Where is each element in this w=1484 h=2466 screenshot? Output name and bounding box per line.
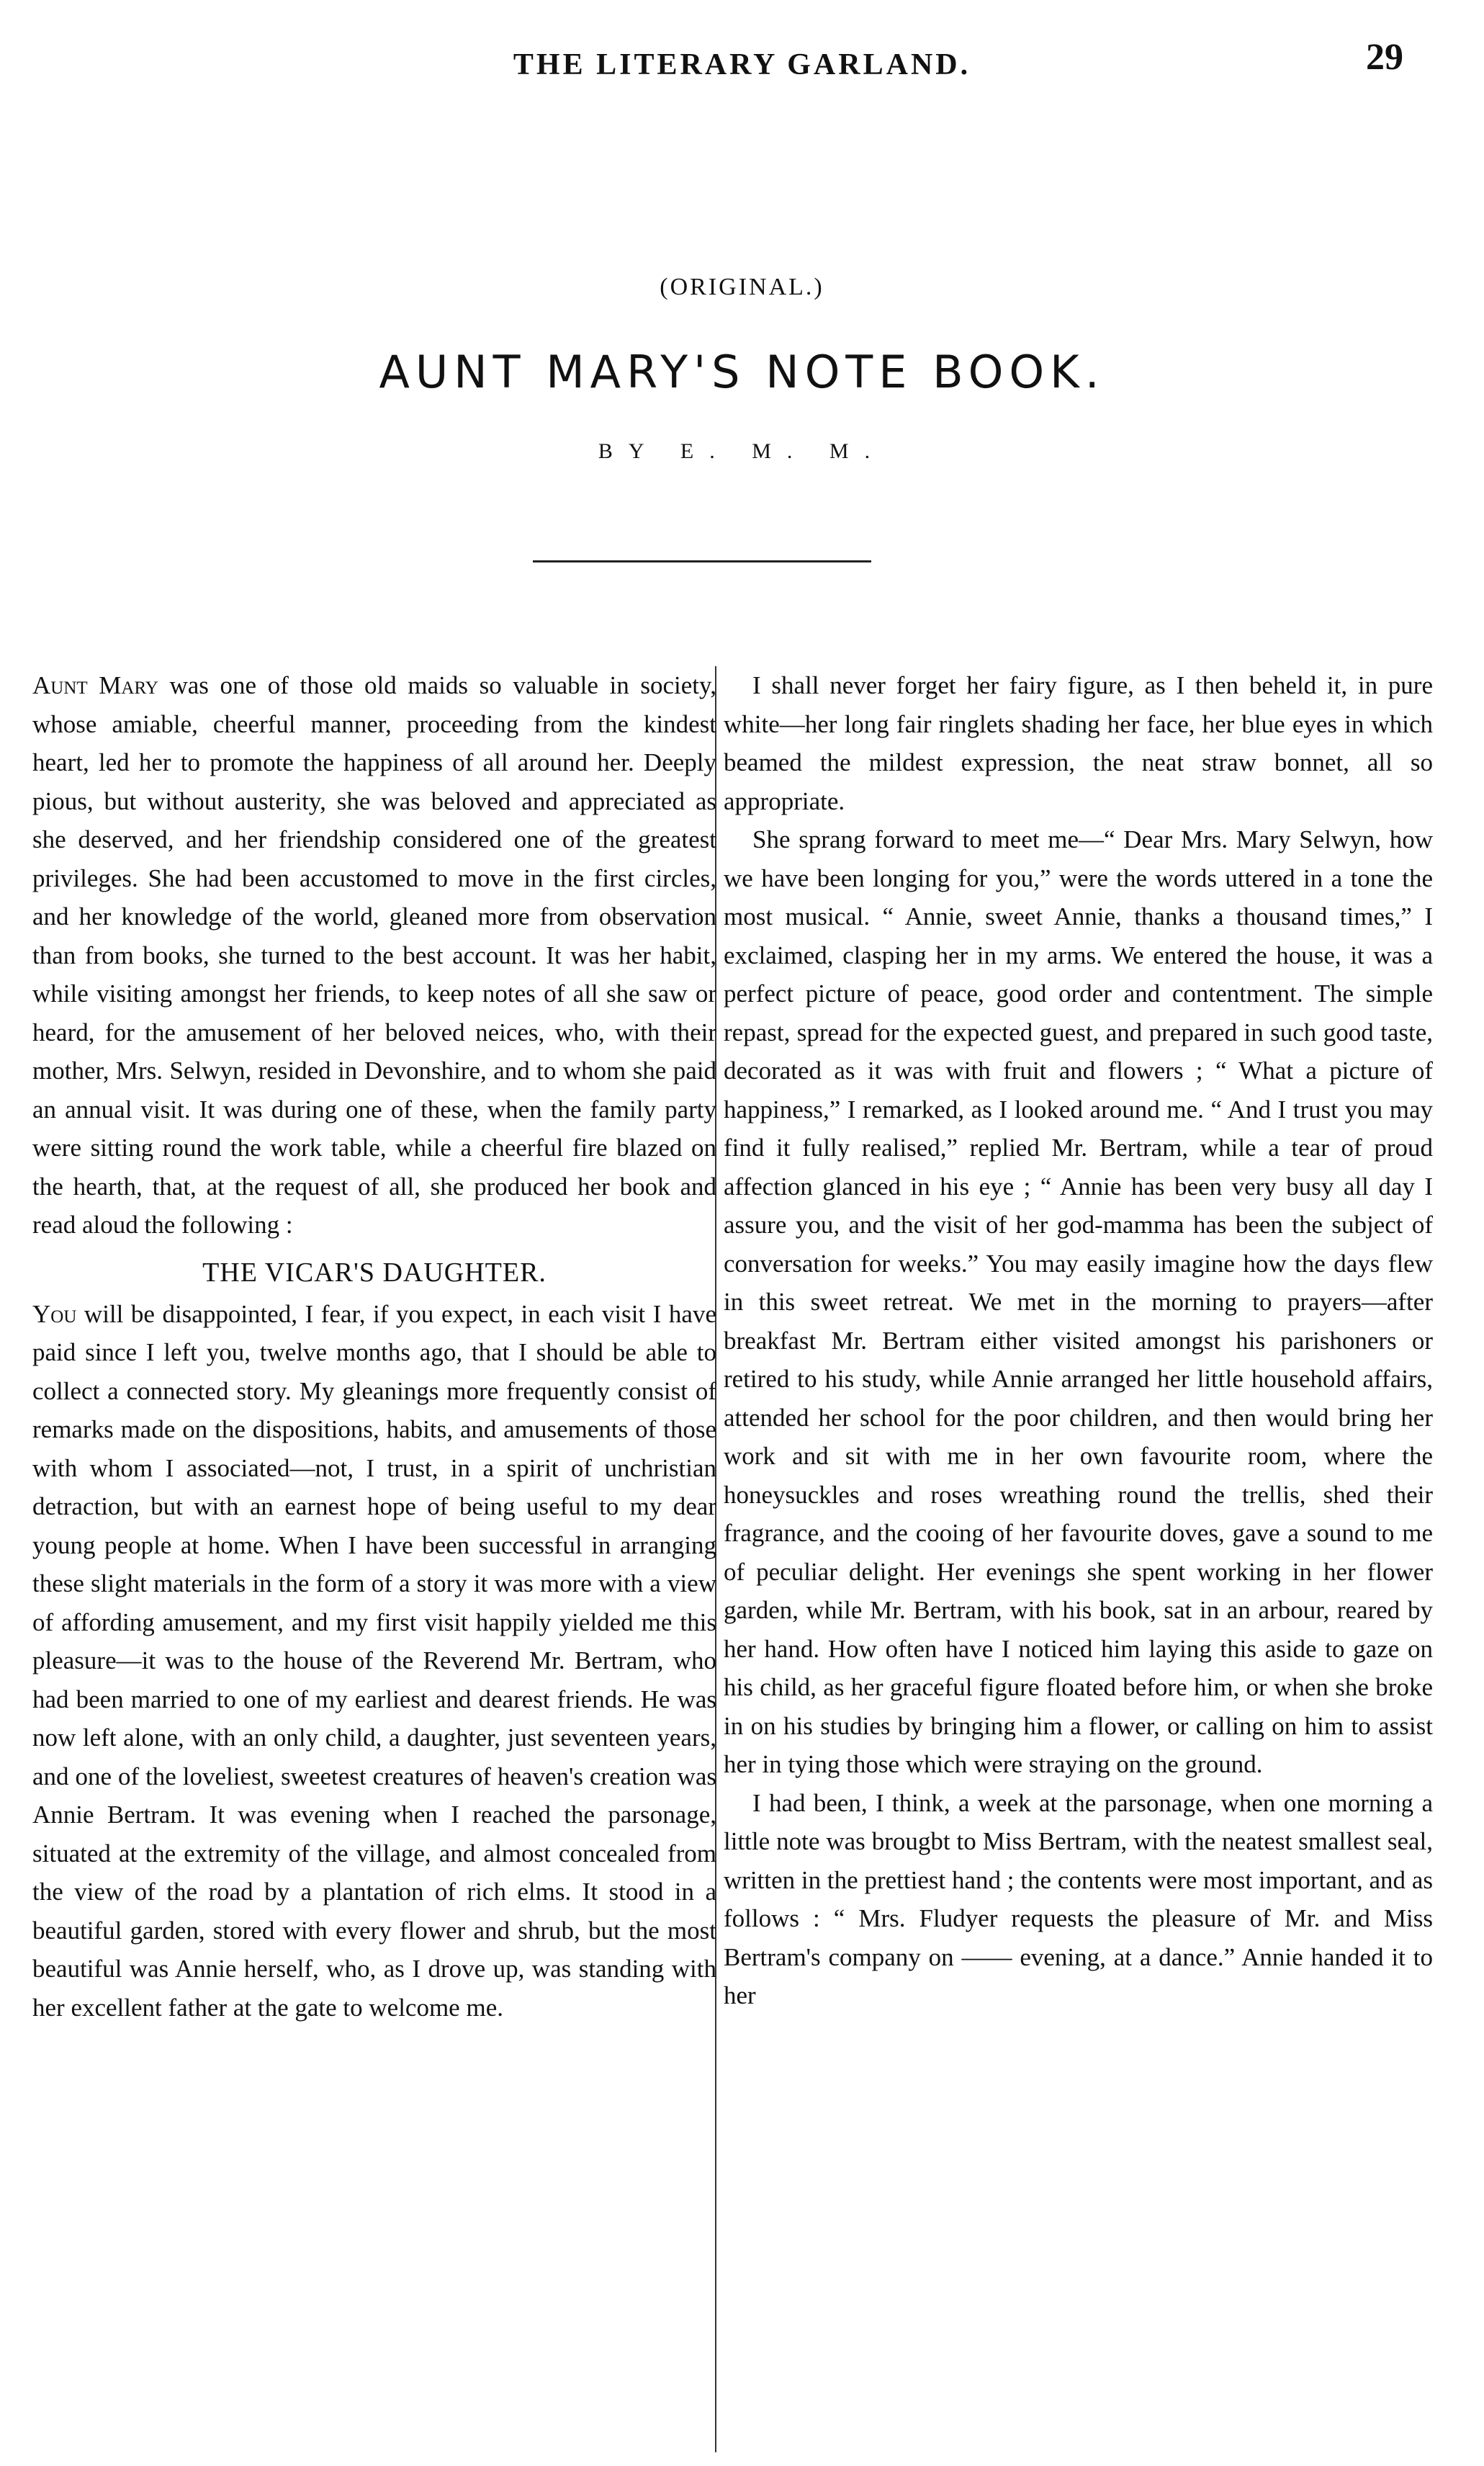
article-title: AUNT MARY'S NOTE BOOK. <box>379 346 1105 398</box>
intro-paragraph <box>32 666 716 1245</box>
intro-text: was one of those old maids so valuable in society, whose amiable, cheerful manner, proceeding from the kindest heart, led her to promote the happiness of all around her. Deeply pious, but without austerity, she was beloved and appreciated as she deserved, and her friendship considered one of the greatest privileges. She had been accustomed to move in the first circles, and her knowledge of the world, gleaned more from observation than from books, she turned to the best account. It was her habit, while visiting amongst her friends, to keep notes of all she saw or heard, for the amusement of her beloved neices, who, with their mother, Mrs. Selwyn, resided in Devonshire, and to whom she paid an annual visit. It was during one of these, when the family party were sitting round the work table, while a cheerful fire blazed on the hearth, that, at the request of all, she produced her book and read aloud the following : <box>32 671 717 1239</box>
story-paragraph-4: I had been, I think, a week at the parsonage, when one morning a little note was brougbt to Miss Bertram, with the neatest smallest seal, written in the prettiest hand ; the contents were most important, and as follows : “ Mrs. Fludyer requests the pleasure of Mr. and Miss Bertram's company on —— evening, at a dance.” Annie handed it to her <box>724 1788 1433 2009</box>
intro-lead: Aunt Mary <box>32 671 158 699</box>
story-paragraph-3: She sprang forward to meet me—“ Dear Mrs. Mary Selwyn, how we have been longing for you,” were the words uttered in a tone the most musical. “ Annie, sweet Annie, thanks a thousand times,” I exclaimed, clasping her in my arms. We entered the house, it was a perfect picture of peace, good order and contentment. The simple repast, spread for the expected guest, and prepared in such good taste, decorated as it was with fruit and flowers ; “ What a picture of happiness,” I remarked, as I looked around me. “ And I trust you may find it fully realised,” replied Mr. Bertram, while a tear of proud affection glanced in his eye ; “ Annie has been very busy all day I assure you, and the visit of her god-mamma has been the subject of conversation for weeks.” You may easily imagine how the days flew in this sweet retreat. We met in the morning to prayers—after breakfast Mr. Bertram either visited amongst his parishoners or retired to his study, while Annie arranged her little household affairs, attended her school for the poor children, and then would bring her work and sit with me in her own favourite room, where the honeysuckles and roses wreathing round the trellis, shed their fragrance, and the cooing of her favourite doves, gave a sound to me of peculiar delight. Her evenings she spent working in her flower garden, while Mr. Bertram, with his book, sat in an arbour, reared by her hand. How often have I noticed him laying this aside to gaze on his child, as her graceful figure floated before him, or when she broke in on his studies by bringing him a flower, or calling on him to assist her in tying those which were straying on the ground. <box>724 825 1433 1778</box>
left-column <box>32 666 716 2027</box>
right-column <box>724 666 1433 2015</box>
story-paragraph-2: I shall never forget her fairy figure, as I then beheld it, in pure white—her long fair ringlets shading her face, her blue eyes in which beamed the mildest expression, the neat straw bonnet, all so appropriate. <box>724 671 1433 815</box>
story-paragraph-1-text: will be disappointed, I fear, if you expect, in each visit I have paid since I left you, twelve months ago, that I should be able to collect a connected story. My gleanings more frequently consist of remarks made on the dispositions, habits, and amusements of those with whom I associated—not, I trust, in a spirit of unchristian detraction, but with an earnest hope of being useful to my dear young people at home. When I have been successful in arranging these slight materials in the form of a story it was more with a view of affording amusement, and my first visit happily yielded me this pleasure—it was to the house of the Reverend Mr. Bertram, who had been married to one of my earliest and dearest friends. He was now left alone, with an only child, a daughter, just seventeen years, and one of the loveliest, sweetest creatures of heaven's creation was Annie Bertram. It was evening when I reached the parsonage, situated at the extremity of the village, and almost concealed from the view of the road by a plantation of rich elms. It stood in a beautiful garden, stored with every flower and shrub, but the most beautiful was Annie herself, who, as I drove up, was standing with her excellent father at the gate to welcome me. <box>32 1299 716 2022</box>
story-lead: You <box>32 1299 77 1328</box>
story-paragraph-1 <box>32 1295 716 2027</box>
byline: BY E. M. M. <box>598 439 886 463</box>
title-rule <box>533 560 871 562</box>
page-number: 29 <box>1366 37 1403 78</box>
story-title: THE VICAR'S DAUGHTER. <box>202 1257 547 1288</box>
running-header: THE LITERARY GARLAND. <box>513 48 971 81</box>
article-label: (ORIGINAL.) <box>660 274 824 300</box>
